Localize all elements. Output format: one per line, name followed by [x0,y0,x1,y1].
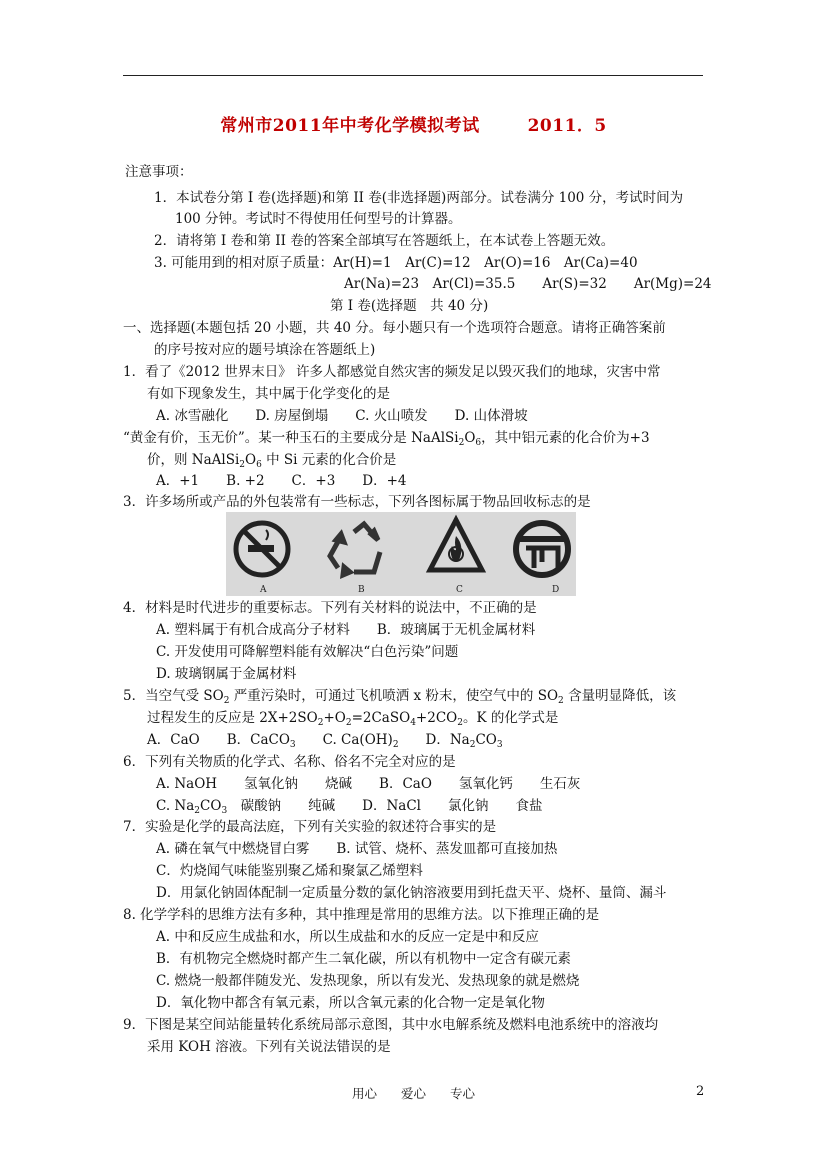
sign-label-d: D [552,585,560,595]
exam-title [0,111,827,136]
title-text: 常州市2011年中考化学模拟考试 [220,116,480,136]
question-4-option-ab: A. 塑料属于有机合成高分子材料 B．玻璃属于无机金属材料 [156,622,536,638]
question-4-option-d: D. 玻璃钢属于金属材料 [156,666,297,682]
notice-item-2: 2．请将第 I 卷和第 II 卷的答案全部填写在答题纸上，在本试卷上答题无效。 [154,233,615,249]
exam-date: 2011．5 [527,116,607,136]
question-6: 6．下列有关物质的化学式、名称、俗名不完全对应的是 [123,754,456,770]
question-9-cont: 采用 KOH 溶液。下列有关说法错误的是 [147,1039,391,1055]
flammable-warning-icon [430,520,482,570]
part-instructions-cont: 的序号按对应的题号填涂在答题纸上) [154,342,376,358]
notice-item-1: 1．本试卷分第 I 卷(选择题)和第 II 卷(非选择题)两部分。试卷满分 100 分，考试时间为 [154,190,684,206]
footer-item-2: 爱心 [400,1086,426,1101]
question-2-options: A．+1 B. +2 C．+3 D．+4 [156,473,407,489]
page-number: 2 [696,1084,705,1099]
question-7-option-ab: A. 磷在氧气中燃烧冒白雾 B. 试管、烧杯、蒸发皿都可直接加热 [156,841,558,857]
notice-heading: 注意事项： [125,164,193,180]
no-smoking-icon [236,523,288,575]
notice-item-3: 3. 可能用到的相对原子质量：Ar(H)=1 Ar(C)=12 Ar(O)=16 Ar(Ca)=40 [154,255,638,271]
recycle-icon [330,524,380,575]
question-2-cont: 价，则 $NaAlSi_2O_6$ 中 Si 元素的化合价是 [147,452,397,470]
notice-item-1-cont: 100 分钟。考试时不得使用任何型号的计算器。 [175,211,462,227]
question-4: 4．材料是时代进步的重要标志。下列有关材料的说法中，不正确的是 [123,600,537,616]
food-mark-icon [516,523,568,575]
question-7-option-c: C．灼烧闻气味能鉴别聚乙烯和聚氯乙烯塑料 [156,863,423,879]
question-5-options: A．CaO B．CaCO$_3$ C. $Ca(OH)_2$ D．$Na_2CO_3$ [147,732,503,750]
question-6-option-ab: A. NaOH 氢氧化钠 烧碱 B．CaO 氢氧化钙 生石灰 [156,776,581,792]
question-9: 9．下图是某空间站能量转化系统局部示意图，其中水电解系统及燃料电池系统中的溶液均 [123,1017,659,1033]
footer-item-1: 用心 [351,1086,377,1101]
question-3: 3．许多场所或产品的外包装常有一些标志，下列各图标属于物品回收标志的是 [123,494,591,510]
header-rule [123,75,703,76]
sign-label-b: B [358,585,365,595]
question-5: 5．当空气受 $SO_2$ 严重污染时，可通过飞机喷洒 x 粉末，使空气中的 $SO_2$ 含量明显降低，该 [123,688,677,706]
question-7: 7．实验是化学的最高法庭，下列有关实验的叙述符合事实的是 [123,819,497,835]
question-6-option-cd: C. $Na_2CO_3$ 碳酸钠 纯碱 D．NaCl 氯化钠 食盐 [156,798,543,816]
question-1-options: A. 冰雪融化 D. 房屋倒塌 C. 火山喷发 D. 山体滑坡 [156,408,528,424]
question-1-cont: 有如下现象发生，其中属于化学变化的是 [147,386,390,402]
question-4-option-c: C. 开发使用可降解塑料能有效解决“白色污染”问题 [156,644,459,660]
question-8-option-a: A. 中和反应生成盐和水，所以生成盐和水的反应一定是中和反应 [156,929,539,945]
part-instructions: 一、选择题(本题包括 20 小题，共 40 分。每小题只有一个选项符合题意。请将正确答案前 [123,320,666,336]
question-5-cont: 过程发生的反应是 $2X+2SO_2+O_2=2CaSO_4+2CO_2$。K 的化学式是 [147,710,559,728]
footer-item-3: 专心 [449,1086,475,1101]
question-8-option-c: C. 燃烧一般都伴随发光、发热现象，所以有发光、发热现象的就是燃烧 [156,973,580,989]
question-7-option-d: D．用氯化钠固体配制一定质量分数的氯化钠溶液要用到托盘天平、烧杯、量筒、漏斗 [156,885,667,901]
question-2: “黄金有价，玉无价”。某一种玉石的主要成分是 $NaAlSi_2O_6$，其中铝元素的化合价为+3 [123,430,650,448]
section-title: 第 I 卷(选择题 共 40 分) [330,298,489,314]
question-8-option-b: B．有机物完全燃烧时都产生二氧化碳，所以有机物中一定含有碳元素 [156,951,571,967]
sign-label-a: A [260,585,267,595]
question-8-option-d: D．氧化物中都含有氧元素，所以含氧元素的化合物一定是氧化物 [156,995,545,1011]
question-1: 1．看了《2012 世界末日》 许多人都感觉自然灾害的频发足以毁灭我们的地球，灾害中常 [123,364,661,380]
signs-figure [226,512,576,596]
question-8: 8. 化学学科的思维方法有多种，其中推理是常用的思维方法。以下推理正确的是 [123,907,600,923]
notice-item-3-cont: Ar(Na)=23 Ar(Cl)=35.5 Ar(S)=32 Ar(Mg)=24 [344,276,712,292]
sign-label-c: C [456,585,463,595]
